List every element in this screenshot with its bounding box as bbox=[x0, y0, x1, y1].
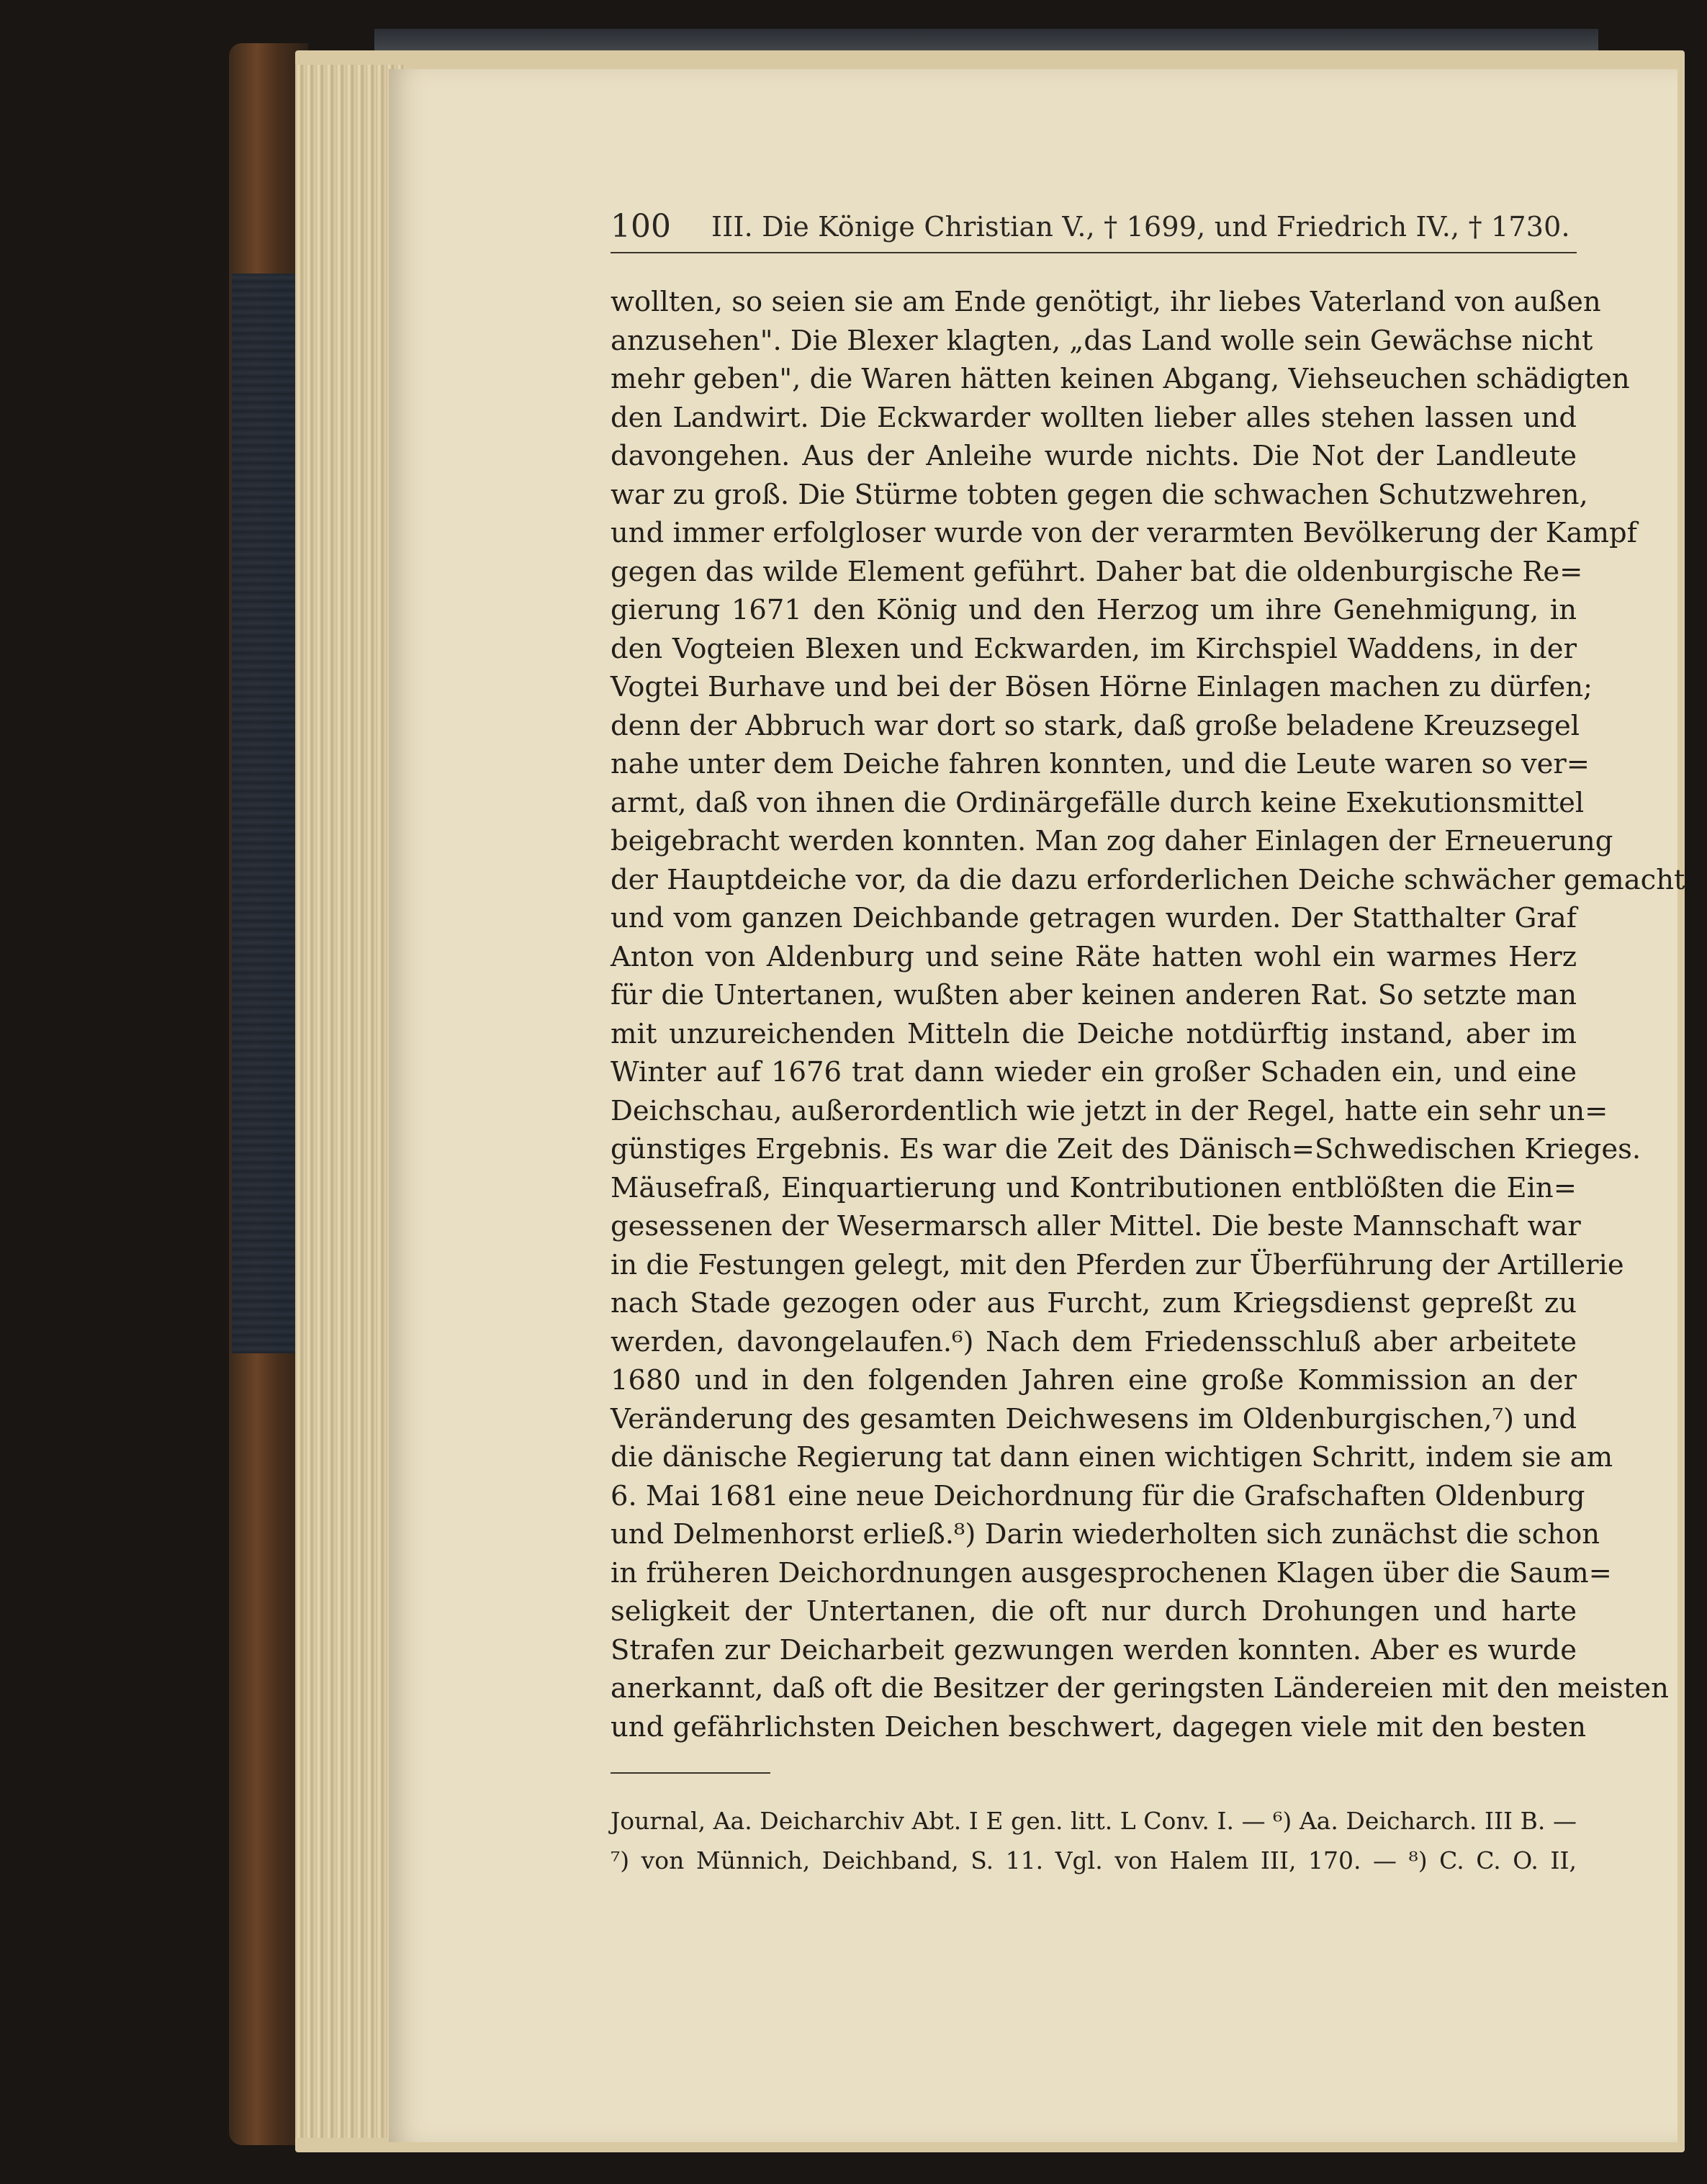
text-line: 6. Mai 1681 eine neue Deichordnung für die Grafschaften Oldenburg bbox=[611, 1479, 1585, 1512]
text-line: die dänische Regierung tat dann einen wichtigen Schritt, indem sie am bbox=[611, 1441, 1613, 1474]
text-line: Deichschau, außerordentlich wie jetzt in der Regel, hatte ein sehr un= bbox=[611, 1094, 1608, 1127]
page-header bbox=[611, 208, 1575, 251]
footnote-line: ⁷) von Münnich, Deichband, S. 11. Vgl. von Halem III, 170. — ⁸) C. C. O. II, bbox=[611, 1846, 1577, 1874]
text-line: und Delmenhorst erließ.⁸) Darin wiederholten sich zunächst die schon bbox=[611, 1518, 1600, 1551]
text-line: Mäusefraß, Einquartierung und Kontributionen entblößten die Ein= bbox=[611, 1171, 1577, 1204]
text-line: gesessenen der Wesermarsch aller Mittel. Die beste Mannschaft war bbox=[611, 1210, 1581, 1242]
text-line: gegen das wilde Element geführt. Daher bat die oldenburgische Re= bbox=[611, 555, 1583, 588]
footnote-line: Journal, Aa. Deicharchiv Abt. I E gen. litt. L Conv. I. — ⁶) Aa. Deicharch. III B. — bbox=[611, 1807, 1577, 1835]
footnotes bbox=[611, 1801, 1577, 1880]
text-line: Anton von Aldenburg und seine Räte hatten wohl ein warmes Herz bbox=[611, 940, 1577, 973]
text-line: nahe unter dem Deiche fahren konnten, und die Leute waren so ver= bbox=[611, 748, 1590, 780]
text-line: den Landwirt. Die Eckwarder wollten lieber alles stehen lassen und bbox=[611, 401, 1577, 434]
footnote-rule bbox=[611, 1772, 770, 1774]
text-line: der Hauptdeiche vor, da die dazu erforderlichen Deiche schwächer gemacht bbox=[611, 863, 1685, 896]
text-line: 1680 und in den folgenden Jahren eine große Kommission an der bbox=[611, 1364, 1577, 1396]
text-line: anerkannt, daß oft die Besitzer der geringsten Ländereien mit den meisten bbox=[611, 1672, 1669, 1705]
header-rule bbox=[611, 252, 1577, 253]
text-line: und immer erfolgloser wurde von der verarmten Bevölkerung der Kampf bbox=[611, 517, 1637, 549]
page-edges bbox=[295, 65, 403, 2138]
text-line: für die Untertanen, wußten aber keinen anderen Rat. So setzte man bbox=[611, 979, 1577, 1011]
text-line: mit unzureichenden Mitteln die Deiche notdürftig instand, aber im bbox=[611, 1017, 1577, 1050]
text-line: seligkeit der Untertanen, die oft nur durch Drohungen und harte bbox=[611, 1595, 1577, 1628]
text-line: in die Festungen gelegt, mit den Pferden zur Überführung der Artillerie bbox=[611, 1248, 1624, 1281]
text-line: nach Stade gezogen oder aus Furcht, zum Kriegsdienst gepreßt zu bbox=[611, 1287, 1577, 1319]
body-text bbox=[611, 283, 1685, 1746]
text-line: und vom ganzen Deichbande getragen wurden. Der Statthalter Graf bbox=[611, 902, 1577, 934]
text-line: Veränderung des gesamten Deichwesens im Oldenburgischen,⁷) und bbox=[611, 1402, 1577, 1435]
running-title: III. Die Könige Christian V., † 1699, und Friedrich IV., † 1730. bbox=[711, 211, 1570, 243]
text-line: und gefährlichsten Deichen beschwert, dagegen viele mit den besten bbox=[611, 1710, 1587, 1743]
page-number: 100 bbox=[611, 208, 671, 245]
text-line: beigebracht werden konnten. Man zog daher Einlagen der Erneuerung bbox=[611, 825, 1613, 857]
text-line: denn der Abbruch war dort so stark, daß große beladene Kreuzsegel bbox=[611, 709, 1580, 742]
text-line: armt, daß von ihnen die Ordinärgefälle durch keine Exekutionsmittel bbox=[611, 786, 1585, 819]
text-line: in früheren Deichordnungen ausgesprochenen Klagen über die Saum= bbox=[611, 1556, 1612, 1589]
text-line: werden, davongelaufen.⁶) Nach dem Friedensschluß aber arbeitete bbox=[611, 1325, 1577, 1358]
text-line: Winter auf 1676 trat dann wieder ein großer Schaden ein, und eine bbox=[611, 1056, 1577, 1088]
text-line: günstiges Ergebnis. Es war die Zeit des Dänisch=Schwedischen Krieges. bbox=[611, 1133, 1641, 1165]
text-line: den Vogteien Blexen und Eckwarden, im Kirchspiel Waddens, in der bbox=[611, 632, 1577, 665]
text-line: gierung 1671 den König und den Herzog um ihre Genehmigung, in bbox=[611, 594, 1577, 626]
text-line: anzusehen". Die Blexer klagten, „das Land wolle sein Gewächse nicht bbox=[611, 324, 1593, 357]
text-line: Strafen zur Deicharbeit gezwungen werden konnten. Aber es wurde bbox=[611, 1633, 1577, 1666]
spine-cloth-binding bbox=[232, 274, 298, 1353]
text-line: war zu groß. Die Stürme tobten gegen die schwachen Schutzwehren, bbox=[611, 478, 1588, 511]
text-line: wollten, so seien sie am Ende genötigt, ihr liebes Vaterland von außen bbox=[611, 286, 1601, 318]
text-line: davongehen. Aus der Anleihe wurde nichts. Die Not der Landleute bbox=[611, 440, 1577, 472]
text-line: Vogtei Burhave und bei der Bösen Hörne Einlagen machen zu dürfen; bbox=[611, 671, 1593, 703]
text-line: mehr geben", die Waren hätten keinen Abgang, Viehseuchen schädigten bbox=[611, 363, 1630, 395]
